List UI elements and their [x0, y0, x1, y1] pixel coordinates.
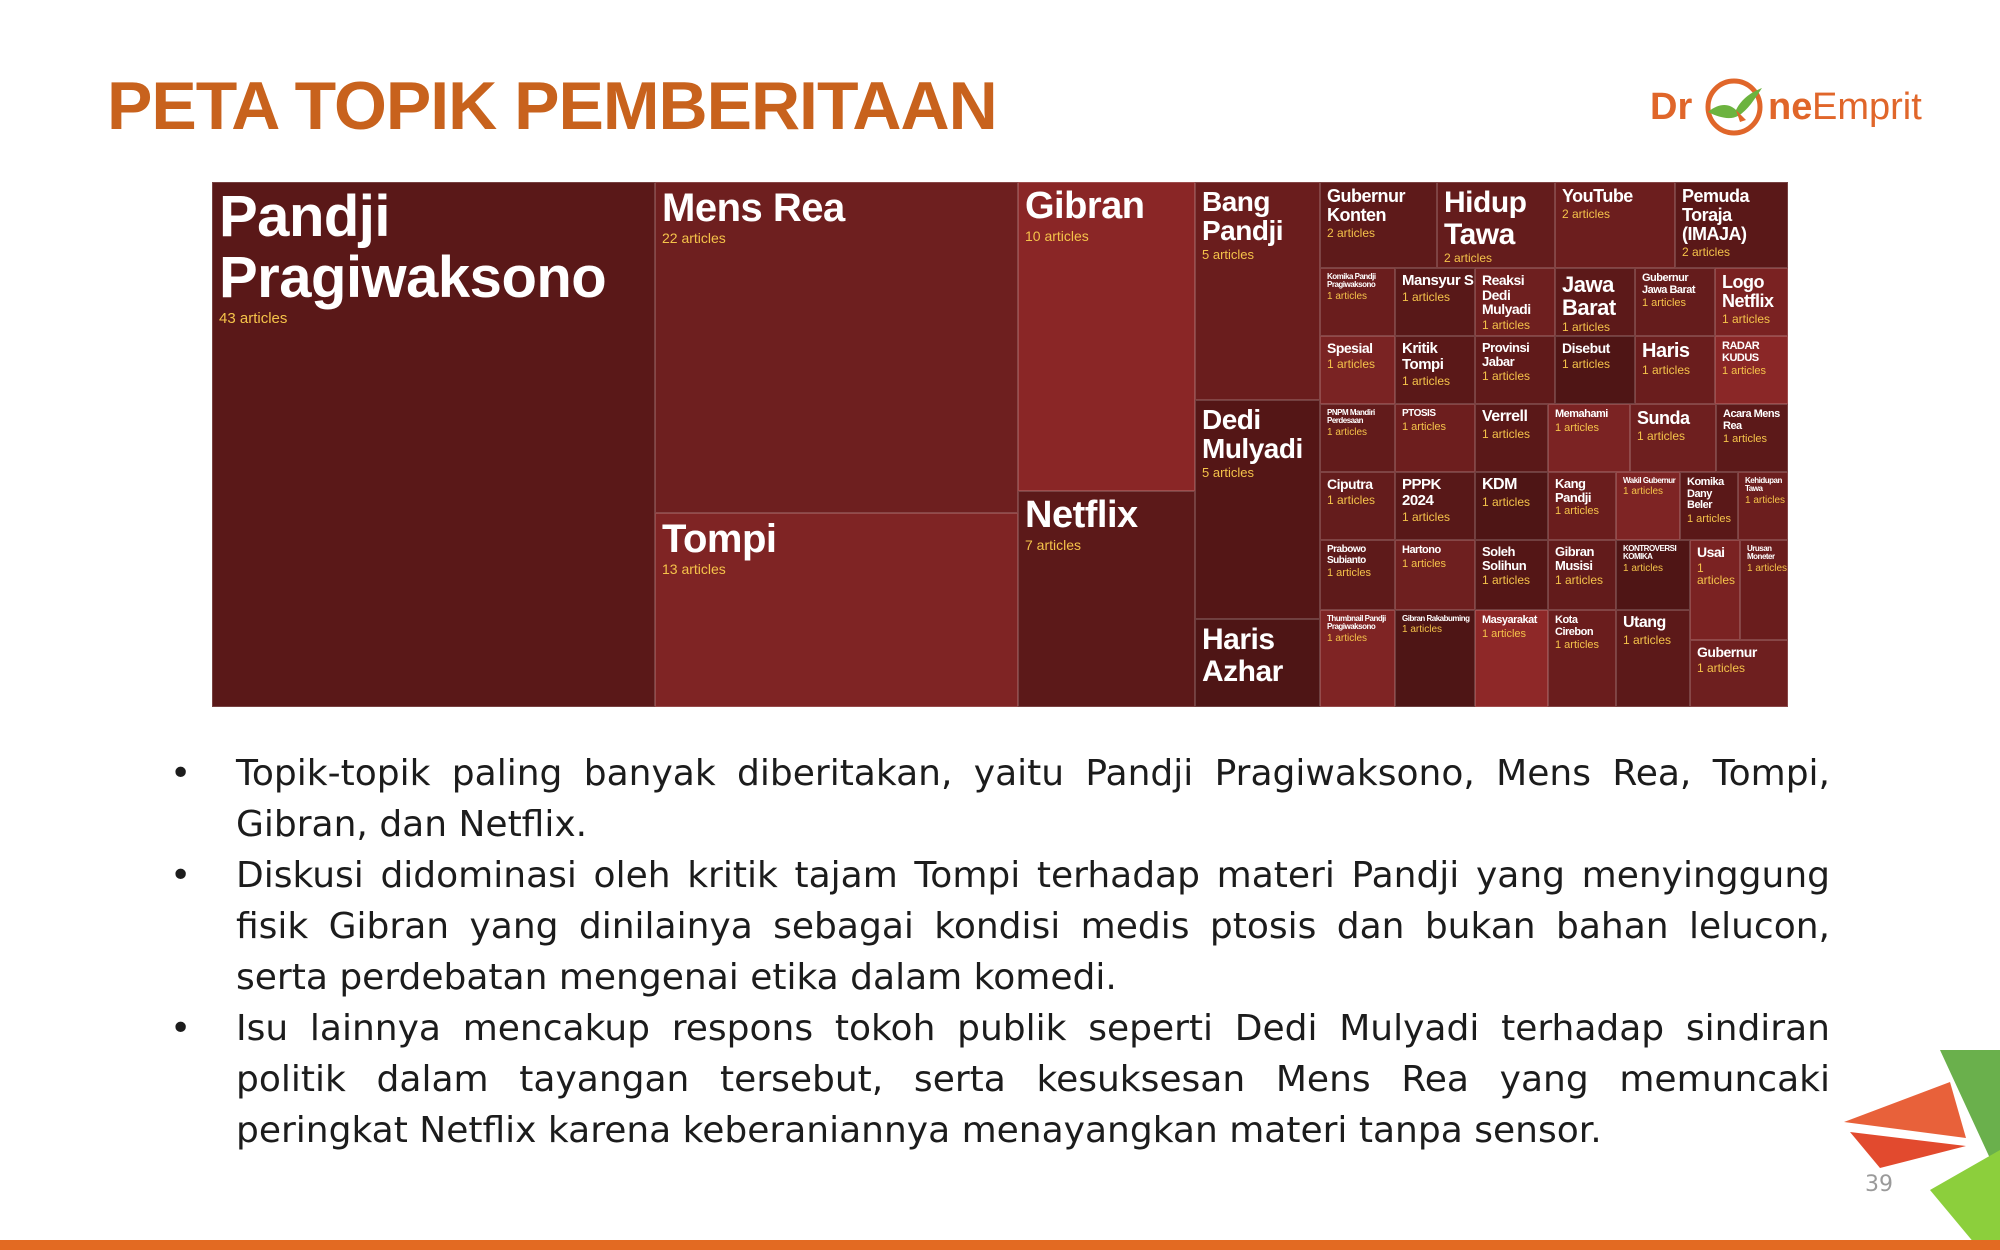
- treemap-tile[interactable]: [1475, 336, 1555, 404]
- treemap-tile-count: 1 articles: [1642, 297, 1687, 310]
- treemap-tile[interactable]: [212, 182, 655, 707]
- treemap-tile-count: 1 articles: [1482, 494, 1531, 509]
- treemap-tile[interactable]: [1616, 472, 1680, 540]
- treemap-tile-label: Gibran Musisi: [1555, 544, 1594, 573]
- treemap-tile-label: Gibran Rakabuming: [1402, 614, 1470, 623]
- treemap-tile[interactable]: [1475, 610, 1548, 707]
- treemap-tile-count: 1 articles: [1747, 562, 1788, 574]
- treemap-tile-count: 1 articles: [1623, 486, 1664, 498]
- bullet-item: [170, 748, 1830, 850]
- bottom-accent-bar: [0, 1240, 2000, 1250]
- treemap-tile-label: Gubernur Konten: [1327, 186, 1406, 225]
- treemap-tile-label: Usai: [1697, 544, 1725, 560]
- treemap-tile-count: 1 articles: [1482, 426, 1531, 441]
- treemap-tile-label: Komika Pandji Pragiwaksono: [1327, 272, 1376, 290]
- treemap-tile[interactable]: [1475, 268, 1555, 336]
- treemap-tile-count: 10 articles: [1025, 227, 1089, 244]
- treemap-tile-count: 1 articles: [1555, 421, 1600, 434]
- treemap-tile-count: 1 articles: [1482, 369, 1531, 384]
- treemap-tile-label: Hartono: [1402, 544, 1441, 556]
- treemap-tile-label: Kota Cirebon: [1555, 614, 1594, 638]
- treemap-tile[interactable]: [1395, 610, 1475, 707]
- slide-title: PETA TOPIK PEMBERITAAN: [107, 68, 997, 144]
- treemap-tile-count: 1 articles: [1555, 639, 1600, 652]
- treemap-tile[interactable]: [1395, 540, 1475, 610]
- treemap-tile[interactable]: [1548, 404, 1630, 472]
- treemap-tile-count: 13 articles: [662, 561, 726, 577]
- treemap-tile-count: 1 articles: [1402, 624, 1443, 636]
- treemap-tile-count: 1 articles: [1642, 363, 1691, 377]
- treemap-tile[interactable]: [1320, 404, 1395, 472]
- treemap-tile-label: Jawa Barat: [1562, 272, 1616, 321]
- treemap-tile-label: PTOSIS: [1402, 408, 1436, 419]
- treemap-tile-label: Komika Dany Beler: [1687, 476, 1724, 512]
- drone-emprit-logo: [1650, 72, 1922, 142]
- treemap-tile-count: 1 articles: [1327, 632, 1368, 644]
- bullet-marker: •: [170, 753, 192, 794]
- bullet-marker: •: [170, 855, 192, 896]
- bullet-text: Topik-topik paling banyak diberitakan, yaitu Pandji Pragiwaksono, Mens Rea, Tompi, Gibran, dan Netflix.: [236, 753, 1830, 845]
- treemap-tile[interactable]: [1437, 182, 1555, 268]
- treemap-tile[interactable]: [1475, 472, 1548, 540]
- treemap-tile-label: KONTROVERSI KOMIKA: [1623, 544, 1677, 562]
- treemap-tile-label: Masyarakat: [1482, 614, 1537, 626]
- bullet-item: [170, 1003, 1830, 1156]
- decorative-leaf-shapes: [1840, 1050, 2000, 1250]
- treemap-tile[interactable]: [1018, 182, 1195, 491]
- treemap-tile[interactable]: [1195, 182, 1320, 400]
- treemap-tile-count: 7 articles: [1025, 536, 1082, 553]
- treemap-tile-label: RADAR KUDUS: [1722, 340, 1760, 364]
- treemap-tile[interactable]: [1715, 268, 1788, 336]
- treemap-tile-label: Logo Netflix: [1722, 272, 1774, 311]
- treemap-tile-label: Disebut: [1562, 340, 1610, 356]
- treemap-tile-count: 1 articles: [1555, 573, 1604, 588]
- treemap-tile-label: Memahami: [1555, 408, 1608, 420]
- treemap-tile[interactable]: [1395, 472, 1475, 540]
- treemap-tile-label: Verrell: [1482, 408, 1528, 425]
- bullet-text: Diskusi didominasi oleh kritik tajam Tompi terhadap materi Pandji yang menyinggung fisik Gibran yang dinilainya sebagai kondisi medis ptosis dan bukan bahan lelucon, serta perdebatan mengenai etika dalam komedi.: [236, 855, 1830, 998]
- treemap-tile-count: 22 articles: [662, 230, 726, 246]
- treemap-tile-label: Reaksi Dedi Mulyadi: [1482, 272, 1531, 318]
- treemap-tile-count: 1 articles: [1637, 428, 1686, 443]
- treemap-tile-count: 1 articles: [1623, 632, 1672, 647]
- treemap-tile[interactable]: [1716, 404, 1788, 472]
- treemap-tile-count: 1 articles: [1562, 356, 1611, 371]
- treemap-tile-count: 1 articles: [1687, 512, 1732, 525]
- treemap-tile[interactable]: [1690, 540, 1740, 640]
- treemap-tile[interactable]: [1630, 404, 1716, 472]
- treemap-tile-count: 1 articles: [1327, 426, 1368, 438]
- treemap-tile[interactable]: [1740, 540, 1788, 640]
- bullet-text: Isu lainnya mencakup respons tokoh publik seperti Dedi Mulyadi terhadap sindiran politik dalam tayangan tersebut, serta kesuksesan Mens Rea yang memuncaki peringkat Netflix karena keberaniannya menayangkan materi tanpa sensor.: [236, 1008, 1830, 1151]
- treemap-tile[interactable]: [655, 182, 1018, 513]
- treemap-tile-count: 1 articles: [1623, 562, 1664, 574]
- treemap-tile-label: Soleh Solihun: [1482, 544, 1527, 573]
- treemap-tile[interactable]: [1635, 336, 1715, 404]
- treemap-tile[interactable]: [1320, 336, 1395, 404]
- treemap-tile[interactable]: [1555, 182, 1675, 268]
- treemap-tile[interactable]: [1555, 336, 1635, 404]
- treemap-tile[interactable]: [1395, 268, 1475, 336]
- treemap-tile-label: Tompi: [662, 517, 777, 561]
- treemap-tile-count: 1 articles: [1745, 494, 1786, 506]
- treemap-tile[interactable]: [1475, 404, 1548, 472]
- treemap-tile-label: Provinsi Jabar: [1482, 340, 1530, 369]
- treemap-tile-label: KDM: [1482, 476, 1517, 493]
- treemap-tile[interactable]: [1680, 472, 1738, 540]
- bird-icon: [1702, 76, 1766, 138]
- treemap-tile[interactable]: [1555, 268, 1635, 336]
- treemap-tile-label: Gubernur Jawa Barat: [1642, 272, 1696, 296]
- treemap-tile-label: Netflix: [1025, 494, 1138, 536]
- treemap-tile-count: 2 articles: [1327, 225, 1376, 240]
- treemap-tile[interactable]: [1395, 336, 1475, 404]
- treemap-tile-count: 1 articles: [1562, 320, 1611, 335]
- bullet-item: [170, 850, 1830, 1003]
- treemap-tile-count: 1 articles: [1402, 509, 1451, 524]
- treemap-tile-label: Haris Azhar: [1202, 623, 1283, 688]
- treemap-tile-label: Kang Pandji: [1555, 476, 1592, 505]
- treemap-tile[interactable]: [1320, 182, 1437, 268]
- treemap-tile-count: 1 articles: [1327, 567, 1372, 579]
- treemap-tile[interactable]: [655, 513, 1018, 707]
- logo-text-part3: Emprit: [1812, 86, 1922, 128]
- treemap-tile-count: 1 articles: [1482, 573, 1531, 588]
- logo-text-part2: ne: [1768, 86, 1813, 128]
- treemap-tile-label: Spesial: [1327, 340, 1373, 356]
- treemap-tile-label: Dedi Mulyadi: [1202, 404, 1303, 465]
- treemap-tile[interactable]: [1320, 610, 1395, 707]
- treemap-tile-label: Haris: [1642, 340, 1690, 362]
- treemap-tile-label: Mens Rea: [662, 186, 845, 230]
- treemap-tile-count: 5 articles: [1202, 464, 1255, 480]
- treemap-tile[interactable]: [1616, 540, 1690, 610]
- treemap-tile[interactable]: [1548, 472, 1616, 540]
- treemap-tile-label: Gubernur: [1697, 644, 1757, 660]
- treemap-tile-label: Hidup Tawa: [1444, 186, 1527, 251]
- treemap-tile-count: 1 articles: [1555, 505, 1600, 518]
- treemap-tile[interactable]: [1548, 540, 1616, 610]
- treemap-tile-count: 1 articles: [1482, 318, 1531, 333]
- treemap-tile-count: 43 articles: [219, 309, 288, 327]
- treemap-tile-count: 1 articles: [1723, 433, 1768, 446]
- treemap-tile-label: Thumbnail Pandji Pragiwaksono: [1327, 614, 1386, 632]
- treemap-tile[interactable]: [1635, 268, 1715, 336]
- treemap-tile-label: Ciputra: [1327, 476, 1373, 492]
- treemap-tile-label: Utang: [1623, 614, 1666, 631]
- treemap-tile-count: 1 articles: [1482, 627, 1527, 640]
- bullet-marker: •: [170, 1008, 192, 1049]
- treemap-tile[interactable]: [1690, 640, 1788, 707]
- bullet-list: [170, 748, 1830, 1156]
- treemap-tile-label: PPPK 2024: [1402, 476, 1441, 509]
- treemap-tile[interactable]: [1320, 268, 1395, 336]
- treemap-tile-label: Wakil Gubernur: [1623, 476, 1676, 485]
- topic-treemap: [212, 182, 1788, 707]
- treemap-tile[interactable]: [1320, 540, 1395, 610]
- treemap-tile-label: Sunda: [1637, 408, 1690, 428]
- treemap-tile-count: 1 articles: [1722, 365, 1767, 378]
- treemap-tile[interactable]: [1018, 491, 1195, 707]
- treemap-tile[interactable]: [1195, 619, 1320, 707]
- treemap-tile-count: 1 articles: [1402, 289, 1451, 304]
- treemap-tile-count: 2 articles: [1682, 244, 1731, 259]
- treemap-tile-label: Gibran: [1025, 185, 1145, 227]
- treemap-tile-count: 1 articles: [1402, 420, 1447, 433]
- treemap-tile-count: 1 articles: [1327, 290, 1368, 302]
- treemap-tile-count: 1 articles: [1697, 560, 1736, 588]
- page-number: 39: [1865, 1172, 1893, 1197]
- treemap-tile-label: Mansyur S: [1402, 272, 1474, 289]
- treemap-tile[interactable]: [1675, 182, 1788, 268]
- treemap-tile[interactable]: [1548, 610, 1616, 707]
- treemap-tile[interactable]: [1320, 472, 1395, 540]
- treemap-tile-count: 1 articles: [1402, 373, 1451, 388]
- treemap-tile-label: Pandji Pragiwaksono: [219, 184, 607, 310]
- treemap-tile-count: 1 articles: [1722, 311, 1771, 326]
- treemap-tile-count: 2 articles: [1562, 206, 1611, 221]
- treemap-tile-label: Kehidupan Tawa: [1745, 476, 1782, 494]
- treemap-tile-count: 1 articles: [1327, 492, 1376, 507]
- treemap-tile-label: Prabowo Subianto: [1327, 544, 1366, 566]
- treemap-tile[interactable]: [1395, 404, 1475, 472]
- treemap-tile-label: Kritik Tompi: [1402, 340, 1444, 373]
- logo-text-part1: Dr: [1650, 86, 1693, 128]
- treemap-tile[interactable]: [1616, 610, 1690, 707]
- treemap-tile-count: 2 articles: [1444, 251, 1493, 265]
- treemap-tile-label: Pemuda Toraja (IMAJA): [1682, 186, 1750, 244]
- treemap-tile-label: Urusan Moneter: [1747, 544, 1775, 562]
- treemap-tile[interactable]: [1738, 472, 1788, 540]
- treemap-tile[interactable]: [1715, 336, 1788, 404]
- treemap-tile-label: PNPM Mandiri Perdesaan: [1327, 408, 1375, 426]
- treemap-tile[interactable]: [1475, 540, 1548, 610]
- treemap-tile-count: 1 articles: [1327, 356, 1376, 371]
- treemap-tile-count: 5 articles: [1202, 246, 1255, 262]
- treemap-tile-count: 1 articles: [1697, 660, 1746, 675]
- treemap-tile-label: Acara Mens Rea: [1723, 408, 1780, 432]
- treemap-tile[interactable]: [1195, 400, 1320, 619]
- treemap-tile-count: 1 articles: [1402, 557, 1447, 570]
- treemap-tile-label: Bang Pandji: [1202, 186, 1284, 247]
- treemap-tile-label: YouTube: [1562, 186, 1633, 206]
